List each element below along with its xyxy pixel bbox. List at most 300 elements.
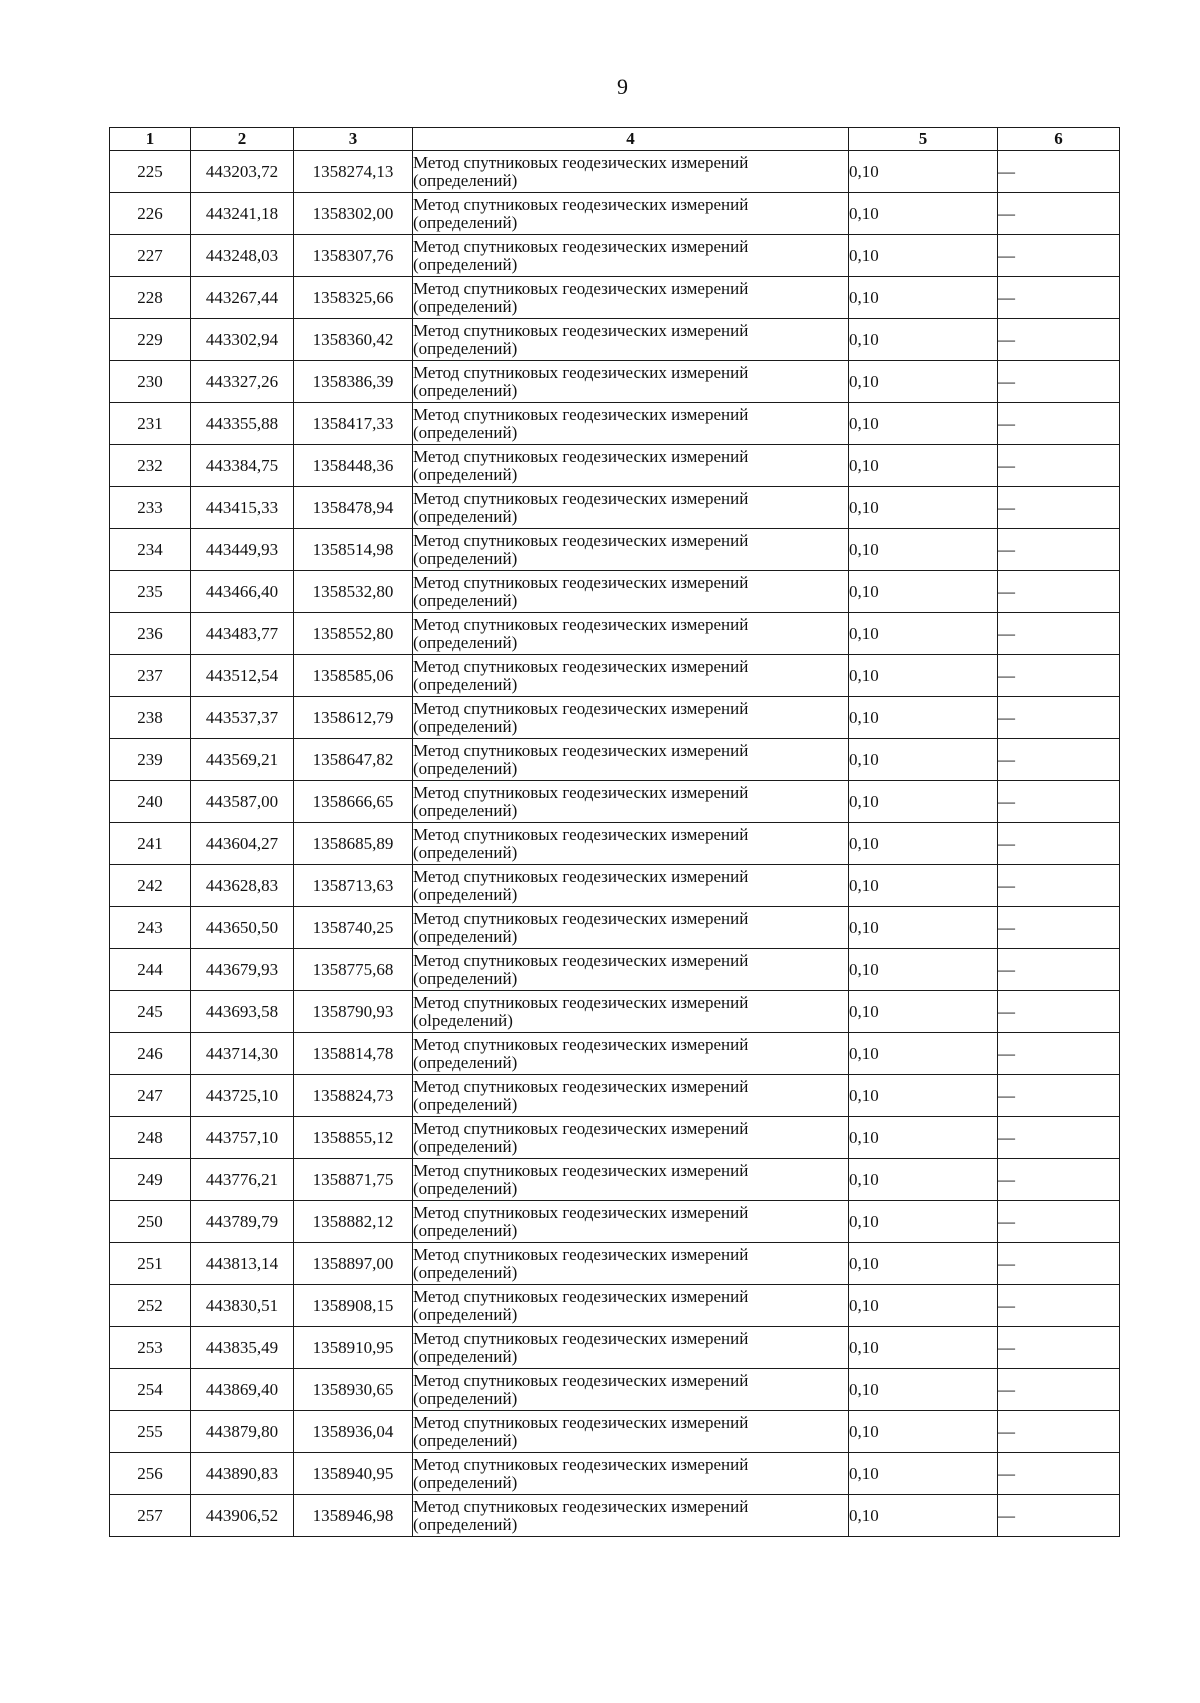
note-cell: — (998, 697, 1120, 739)
y-coordinate-cell: 1358274,13 (294, 151, 413, 193)
method-text-line-2: (определений) (413, 1220, 518, 1240)
x-coordinate-cell: 443890,83 (191, 1453, 294, 1495)
y-coordinate-cell: 1358740,25 (294, 907, 413, 949)
table-row (110, 277, 1120, 319)
note-cell: — (998, 1117, 1120, 1159)
method-cell (413, 1033, 849, 1075)
y-coordinate-cell: 1358478,94 (294, 487, 413, 529)
x-coordinate-cell: 443512,54 (191, 655, 294, 697)
method-cell (413, 487, 849, 529)
point-number-cell: 236 (110, 613, 191, 655)
method-text-line-1: Метод спутниковых геодезических измерений (413, 1496, 749, 1516)
x-coordinate-cell: 443267,44 (191, 277, 294, 319)
method-text-line-2: (определений) (413, 884, 518, 904)
point-number-cell: 226 (110, 193, 191, 235)
x-coordinate-cell: 443757,10 (191, 1117, 294, 1159)
method-cell (413, 823, 849, 865)
table-row (110, 1411, 1120, 1453)
note-cell: — (998, 487, 1120, 529)
table-row (110, 1117, 1120, 1159)
point-number-cell: 256 (110, 1453, 191, 1495)
method-text-line-1: Метод спутниковых геодезических измерений (413, 1118, 749, 1138)
method-text-line-2: (оlределений) (413, 1010, 513, 1030)
table-row (110, 949, 1120, 991)
method-text-line-2: (определений) (413, 1430, 518, 1450)
point-number-cell: 253 (110, 1327, 191, 1369)
accuracy-cell: 0,10 (849, 1117, 998, 1159)
method-text-line-2: (определений) (413, 1472, 518, 1492)
method-text-line-2: (определений) (413, 1304, 518, 1324)
method-text-line-1: Метод спутниковых геодезических измерений (413, 614, 749, 634)
point-number-cell: 254 (110, 1369, 191, 1411)
method-text-line-1: Метод спутниковых геодезических измерений (413, 572, 749, 592)
note-cell: — (998, 1159, 1120, 1201)
x-coordinate-cell: 443776,21 (191, 1159, 294, 1201)
y-coordinate-cell: 1358871,75 (294, 1159, 413, 1201)
method-cell (413, 613, 849, 655)
point-number-cell: 225 (110, 151, 191, 193)
y-coordinate-cell: 1358514,98 (294, 529, 413, 571)
table-row (110, 823, 1120, 865)
method-text-line-2: (определений) (413, 1178, 518, 1198)
note-cell: — (998, 1201, 1120, 1243)
note-cell: — (998, 613, 1120, 655)
table-row (110, 1243, 1120, 1285)
method-text-line-1: Метод спутниковых геодезических измерений (413, 488, 749, 508)
point-number-cell: 233 (110, 487, 191, 529)
method-text-line-1: Метод спутниковых геодезических измерений (413, 320, 749, 340)
method-cell (413, 739, 849, 781)
y-coordinate-cell: 1358302,00 (294, 193, 413, 235)
accuracy-cell: 0,10 (849, 277, 998, 319)
method-cell (413, 781, 849, 823)
method-cell (413, 1201, 849, 1243)
accuracy-cell: 0,10 (849, 487, 998, 529)
table-row (110, 1159, 1120, 1201)
method-text-line-1: Метод спутниковых геодезических измерений (413, 278, 749, 298)
x-coordinate-cell: 443693,58 (191, 991, 294, 1033)
method-cell (413, 1117, 849, 1159)
note-cell: — (998, 1075, 1120, 1117)
method-text-line-2: (определений) (413, 548, 518, 568)
method-cell (413, 697, 849, 739)
y-coordinate-cell: 1358448,36 (294, 445, 413, 487)
method-cell (413, 403, 849, 445)
x-coordinate-cell: 443203,72 (191, 151, 294, 193)
table-row (110, 697, 1120, 739)
y-coordinate-cell: 1358647,82 (294, 739, 413, 781)
table-body (110, 151, 1120, 1537)
method-text-line-1: Метод спутниковых геодезических измерений (413, 1370, 749, 1390)
accuracy-cell: 0,10 (849, 1159, 998, 1201)
note-cell: — (998, 193, 1120, 235)
point-number-cell: 231 (110, 403, 191, 445)
method-cell (413, 1075, 849, 1117)
note-cell: — (998, 151, 1120, 193)
y-coordinate-cell: 1358307,76 (294, 235, 413, 277)
y-coordinate-cell: 1358775,68 (294, 949, 413, 991)
point-number-cell: 234 (110, 529, 191, 571)
x-coordinate-cell: 443241,18 (191, 193, 294, 235)
header-col-6: 6 (998, 128, 1120, 151)
point-number-cell: 257 (110, 1495, 191, 1537)
method-cell (413, 235, 849, 277)
accuracy-cell: 0,10 (849, 613, 998, 655)
note-cell: — (998, 991, 1120, 1033)
point-number-cell: 237 (110, 655, 191, 697)
x-coordinate-cell: 443813,14 (191, 1243, 294, 1285)
method-text-line-1: Метод спутниковых геодезических измерений (413, 236, 749, 256)
method-text-line-1: Метод спутниковых геодезических измерений (413, 866, 749, 886)
method-text-line-2: (определений) (413, 926, 518, 946)
table-header (110, 128, 1120, 151)
x-coordinate-cell: 443628,83 (191, 865, 294, 907)
method-cell (413, 361, 849, 403)
method-text-line-2: (определений) (413, 674, 518, 694)
note-cell: — (998, 277, 1120, 319)
table-row (110, 529, 1120, 571)
point-number-cell: 238 (110, 697, 191, 739)
method-cell (413, 949, 849, 991)
note-cell: — (998, 949, 1120, 991)
point-number-cell: 243 (110, 907, 191, 949)
accuracy-cell: 0,10 (849, 1243, 998, 1285)
method-cell (413, 277, 849, 319)
y-coordinate-cell: 1358532,80 (294, 571, 413, 613)
table-row (110, 991, 1120, 1033)
x-coordinate-cell: 443906,52 (191, 1495, 294, 1537)
note-cell: — (998, 319, 1120, 361)
accuracy-cell: 0,10 (849, 403, 998, 445)
x-coordinate-cell: 443789,79 (191, 1201, 294, 1243)
accuracy-cell: 0,10 (849, 193, 998, 235)
point-number-cell: 245 (110, 991, 191, 1033)
y-coordinate-cell: 1358386,39 (294, 361, 413, 403)
method-text-line-2: (определений) (413, 632, 518, 652)
method-text-line-1: Метод спутниковых геодезических измерений (413, 656, 749, 676)
method-text-line-1: Метод спутниковых геодезических измерений (413, 1286, 749, 1306)
accuracy-cell: 0,10 (849, 781, 998, 823)
note-cell: — (998, 1453, 1120, 1495)
accuracy-cell: 0,10 (849, 445, 998, 487)
y-coordinate-cell: 1358882,12 (294, 1201, 413, 1243)
table-row (110, 151, 1120, 193)
method-cell (413, 151, 849, 193)
method-text-line-2: (определений) (413, 590, 518, 610)
note-cell: — (998, 403, 1120, 445)
accuracy-cell: 0,10 (849, 991, 998, 1033)
method-cell (413, 1159, 849, 1201)
x-coordinate-cell: 443835,49 (191, 1327, 294, 1369)
accuracy-cell: 0,10 (849, 1411, 998, 1453)
table-row (110, 487, 1120, 529)
method-text-line-1: Метод спутниковых геодезических измерений (413, 992, 749, 1012)
accuracy-cell: 0,10 (849, 529, 998, 571)
point-number-cell: 252 (110, 1285, 191, 1327)
x-coordinate-cell: 443879,80 (191, 1411, 294, 1453)
point-number-cell: 248 (110, 1117, 191, 1159)
method-cell (413, 655, 849, 697)
x-coordinate-cell: 443650,50 (191, 907, 294, 949)
method-text-line-2: (определений) (413, 1514, 518, 1534)
x-coordinate-cell: 443384,75 (191, 445, 294, 487)
y-coordinate-cell: 1358713,63 (294, 865, 413, 907)
method-text-line-2: (определений) (413, 716, 518, 736)
method-text-line-1: Метод спутниковых геодезических измерений (413, 194, 749, 214)
note-cell: — (998, 1285, 1120, 1327)
table-row (110, 571, 1120, 613)
x-coordinate-cell: 443355,88 (191, 403, 294, 445)
table-row (110, 319, 1120, 361)
x-coordinate-cell: 443679,93 (191, 949, 294, 991)
table-row (110, 613, 1120, 655)
method-text-line-1: Метод спутниковых геодезических измерений (413, 404, 749, 424)
accuracy-cell: 0,10 (849, 1033, 998, 1075)
method-text-line-2: (определений) (413, 842, 518, 862)
method-text-line-2: (определений) (413, 1052, 518, 1072)
method-text-line-2: (определений) (413, 212, 518, 232)
method-text-line-2: (определений) (413, 506, 518, 526)
method-cell (413, 1453, 849, 1495)
y-coordinate-cell: 1358936,04 (294, 1411, 413, 1453)
table-row (110, 655, 1120, 697)
method-text-line-1: Метод спутниковых геодезических измерений (413, 1034, 749, 1054)
point-number-cell: 227 (110, 235, 191, 277)
note-cell: — (998, 739, 1120, 781)
method-cell (413, 193, 849, 235)
x-coordinate-cell: 443466,40 (191, 571, 294, 613)
y-coordinate-cell: 1358855,12 (294, 1117, 413, 1159)
x-coordinate-cell: 443830,51 (191, 1285, 294, 1327)
accuracy-cell: 0,10 (849, 1327, 998, 1369)
method-text-line-2: (определений) (413, 1262, 518, 1282)
accuracy-cell: 0,10 (849, 739, 998, 781)
method-text-line-1: Метод спутниковых геодезических измерений (413, 1202, 749, 1222)
table-row (110, 1327, 1120, 1369)
method-text-line-2: (определений) (413, 338, 518, 358)
y-coordinate-cell: 1358814,78 (294, 1033, 413, 1075)
header-col-3: 3 (294, 128, 413, 151)
note-cell: — (998, 1369, 1120, 1411)
method-text-line-1: Метод спутниковых геодезических измерений (413, 908, 749, 928)
y-coordinate-cell: 1358585,06 (294, 655, 413, 697)
method-text-line-1: Метод спутниковых геодезических измерений (413, 362, 749, 382)
table-row (110, 1201, 1120, 1243)
method-text-line-1: Метод спутниковых геодезических измерений (413, 824, 749, 844)
note-cell: — (998, 1495, 1120, 1537)
x-coordinate-cell: 443302,94 (191, 319, 294, 361)
accuracy-cell: 0,10 (849, 235, 998, 277)
y-coordinate-cell: 1358790,93 (294, 991, 413, 1033)
point-number-cell: 247 (110, 1075, 191, 1117)
x-coordinate-cell: 443604,27 (191, 823, 294, 865)
y-coordinate-cell: 1358325,66 (294, 277, 413, 319)
note-cell: — (998, 529, 1120, 571)
method-text-line-2: (определений) (413, 1094, 518, 1114)
note-cell: — (998, 865, 1120, 907)
x-coordinate-cell: 443415,33 (191, 487, 294, 529)
y-coordinate-cell: 1358946,98 (294, 1495, 413, 1537)
method-text-line-1: Метод спутниковых геодезических измерений (413, 1244, 749, 1264)
note-cell: — (998, 1033, 1120, 1075)
method-cell (413, 991, 849, 1033)
point-number-cell: 249 (110, 1159, 191, 1201)
method-text-line-2: (определений) (413, 1388, 518, 1408)
method-cell (413, 1285, 849, 1327)
method-text-line-2: (определений) (413, 380, 518, 400)
method-text-line-1: Метод спутниковых геодезических измерений (413, 698, 749, 718)
method-cell (413, 907, 849, 949)
point-number-cell: 250 (110, 1201, 191, 1243)
note-cell: — (998, 361, 1120, 403)
table-row (110, 361, 1120, 403)
note-cell: — (998, 781, 1120, 823)
x-coordinate-cell: 443248,03 (191, 235, 294, 277)
note-cell: — (998, 1327, 1120, 1369)
point-number-cell: 242 (110, 865, 191, 907)
note-cell: — (998, 1243, 1120, 1285)
method-text-line-1: Метод спутниковых геодезических измерений (413, 1412, 749, 1432)
accuracy-cell: 0,10 (849, 319, 998, 361)
table-row (110, 1285, 1120, 1327)
coordinates-table (109, 127, 1120, 1537)
note-cell: — (998, 1411, 1120, 1453)
x-coordinate-cell: 443725,10 (191, 1075, 294, 1117)
x-coordinate-cell: 443483,77 (191, 613, 294, 655)
x-coordinate-cell: 443714,30 (191, 1033, 294, 1075)
table-row (110, 235, 1120, 277)
accuracy-cell: 0,10 (849, 361, 998, 403)
method-cell (413, 571, 849, 613)
method-text-line-1: Метод спутниковых геодезических измерений (413, 740, 749, 760)
y-coordinate-cell: 1358908,15 (294, 1285, 413, 1327)
accuracy-cell: 0,10 (849, 907, 998, 949)
method-cell (413, 865, 849, 907)
method-text-line-2: (определений) (413, 464, 518, 484)
header-col-4: 4 (413, 128, 849, 151)
method-text-line-1: Метод спутниковых геодезических измерений (413, 446, 749, 466)
method-text-line-1: Метод спутниковых геодезических измерений (413, 1160, 749, 1180)
accuracy-cell: 0,10 (849, 823, 998, 865)
page-number: 9 (617, 74, 628, 99)
y-coordinate-cell: 1358940,95 (294, 1453, 413, 1495)
point-number-cell: 255 (110, 1411, 191, 1453)
point-number-cell: 244 (110, 949, 191, 991)
y-coordinate-cell: 1358360,42 (294, 319, 413, 361)
method-cell (413, 1495, 849, 1537)
table-row (110, 781, 1120, 823)
method-text-line-1: Метод спутниковых геодезических измерений (413, 782, 749, 802)
method-text-line-1: Метод спутниковых геодезических измерений (413, 530, 749, 550)
note-cell: — (998, 571, 1120, 613)
accuracy-cell: 0,10 (849, 1453, 998, 1495)
y-coordinate-cell: 1358824,73 (294, 1075, 413, 1117)
accuracy-cell: 0,10 (849, 865, 998, 907)
table-row (110, 1369, 1120, 1411)
method-cell (413, 1411, 849, 1453)
y-coordinate-cell: 1358910,95 (294, 1327, 413, 1369)
note-cell: — (998, 235, 1120, 277)
method-text-line-1: Метод спутниковых геодезических измерений (413, 1328, 749, 1348)
accuracy-cell: 0,10 (849, 1369, 998, 1411)
table-row (110, 1033, 1120, 1075)
table-row (110, 1075, 1120, 1117)
y-coordinate-cell: 1358897,00 (294, 1243, 413, 1285)
method-cell (413, 319, 849, 361)
point-number-cell: 246 (110, 1033, 191, 1075)
method-text-line-2: (определений) (413, 170, 518, 190)
note-cell: — (998, 445, 1120, 487)
table-row (110, 193, 1120, 235)
accuracy-cell: 0,10 (849, 697, 998, 739)
method-text-line-2: (определений) (413, 296, 518, 316)
method-text-line-2: (определений) (413, 758, 518, 778)
method-text-line-2: (определений) (413, 968, 518, 988)
method-text-line-2: (определений) (413, 800, 518, 820)
accuracy-cell: 0,10 (849, 1285, 998, 1327)
method-text-line-1: Метод спутниковых геодезических измерений (413, 1076, 749, 1096)
table-row (110, 1495, 1120, 1537)
point-number-cell: 230 (110, 361, 191, 403)
method-text-line-2: (определений) (413, 422, 518, 442)
accuracy-cell: 0,10 (849, 949, 998, 991)
accuracy-cell: 0,10 (849, 1075, 998, 1117)
method-text-line-2: (определений) (413, 1136, 518, 1156)
accuracy-cell: 0,10 (849, 571, 998, 613)
method-text-line-2: (определений) (413, 1346, 518, 1366)
table-row (110, 445, 1120, 487)
x-coordinate-cell: 443869,40 (191, 1369, 294, 1411)
header-row (110, 128, 1120, 151)
method-text-line-2: (определений) (413, 254, 518, 274)
y-coordinate-cell: 1358417,33 (294, 403, 413, 445)
header-col-5: 5 (849, 128, 998, 151)
header-col-1: 1 (110, 128, 191, 151)
table-row (110, 865, 1120, 907)
method-text-line-1: Метод спутниковых геодезических измерений (413, 152, 749, 172)
table-row (110, 1453, 1120, 1495)
point-number-cell: 239 (110, 739, 191, 781)
y-coordinate-cell: 1358685,89 (294, 823, 413, 865)
accuracy-cell: 0,10 (849, 655, 998, 697)
header-col-2: 2 (191, 128, 294, 151)
y-coordinate-cell: 1358552,80 (294, 613, 413, 655)
method-text-line-1: Метод спутниковых геодезических измерений (413, 1454, 749, 1474)
note-cell: — (998, 655, 1120, 697)
table-row (110, 907, 1120, 949)
y-coordinate-cell: 1358666,65 (294, 781, 413, 823)
method-cell (413, 445, 849, 487)
point-number-cell: 235 (110, 571, 191, 613)
x-coordinate-cell: 443537,37 (191, 697, 294, 739)
point-number-cell: 240 (110, 781, 191, 823)
note-cell: — (998, 907, 1120, 949)
y-coordinate-cell: 1358930,65 (294, 1369, 413, 1411)
x-coordinate-cell: 443587,00 (191, 781, 294, 823)
method-cell (413, 1327, 849, 1369)
table-row (110, 739, 1120, 781)
accuracy-cell: 0,10 (849, 1201, 998, 1243)
method-cell (413, 1243, 849, 1285)
point-number-cell: 251 (110, 1243, 191, 1285)
accuracy-cell: 0,10 (849, 151, 998, 193)
x-coordinate-cell: 443449,93 (191, 529, 294, 571)
point-number-cell: 241 (110, 823, 191, 865)
x-coordinate-cell: 443327,26 (191, 361, 294, 403)
note-cell: — (998, 823, 1120, 865)
table-row (110, 403, 1120, 445)
point-number-cell: 229 (110, 319, 191, 361)
